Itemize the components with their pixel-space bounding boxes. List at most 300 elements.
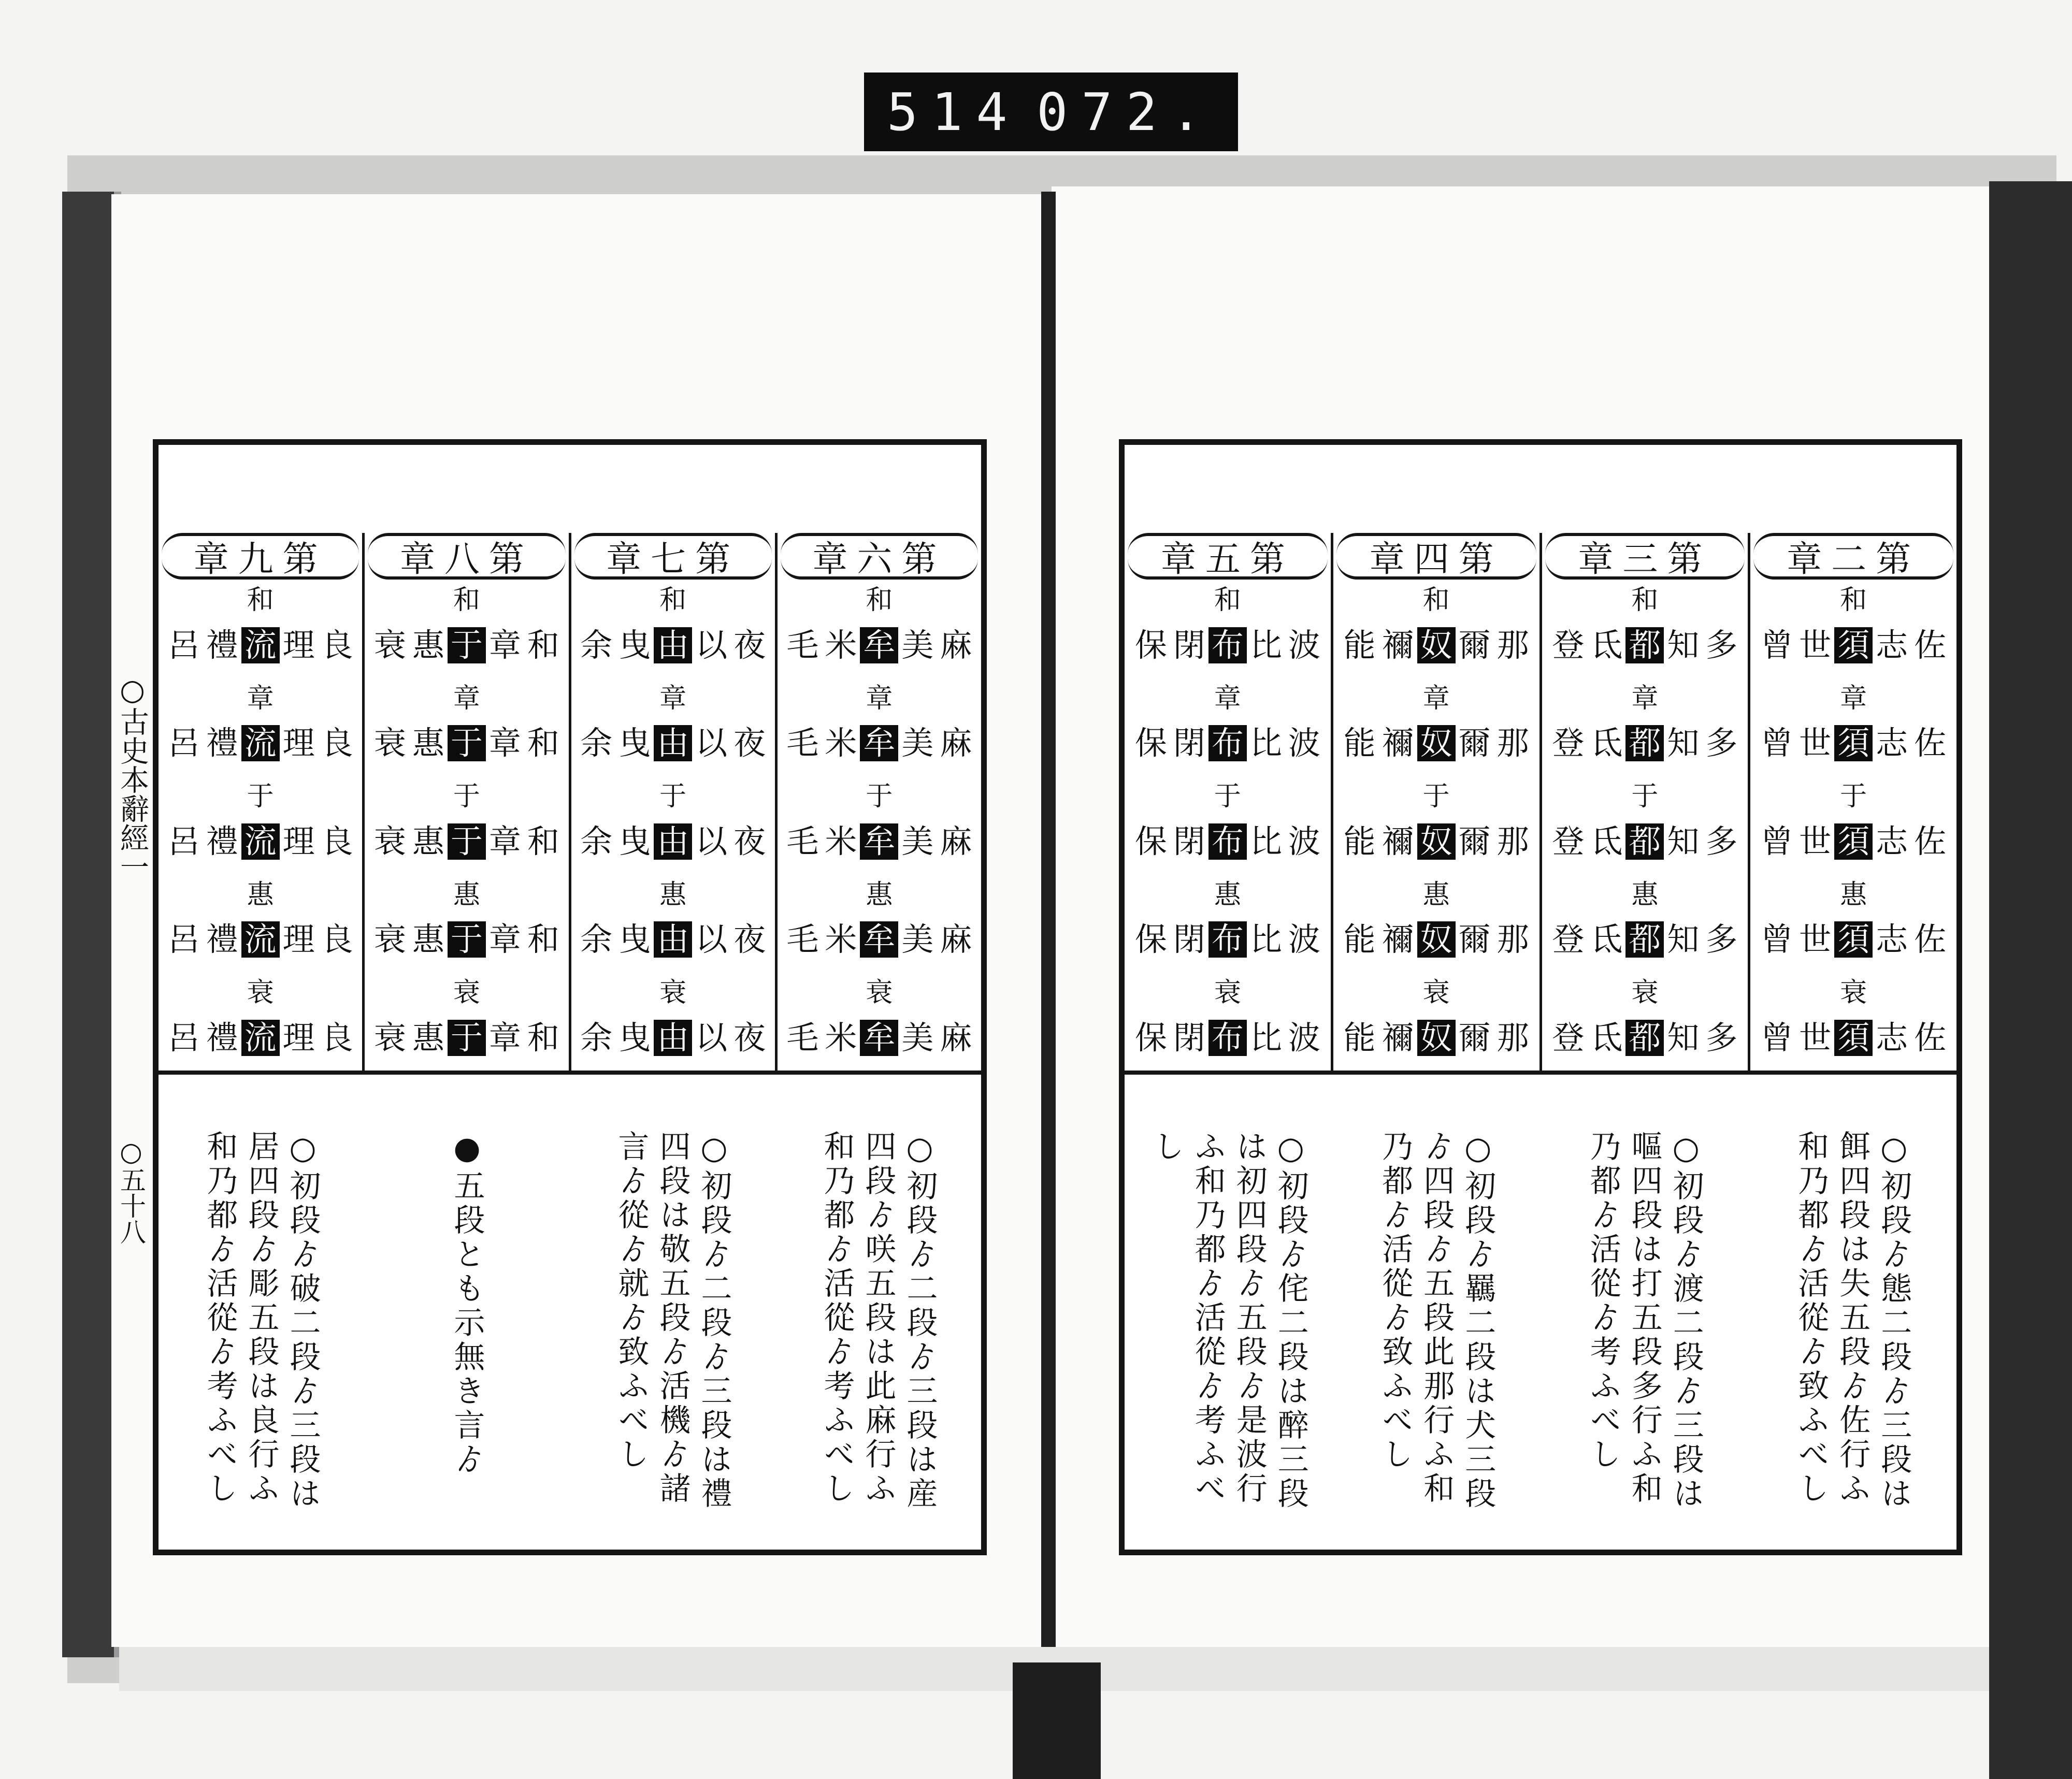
syllable: 氐 (1590, 724, 1623, 762)
syllable: 和 (527, 626, 559, 664)
syllable-row (571, 580, 775, 678)
syllable: 美 (901, 920, 934, 959)
syllable-set (1758, 921, 1949, 958)
syllable: 禮 (206, 724, 238, 762)
syllable-set (165, 823, 356, 860)
syllable-set (577, 627, 769, 663)
chapter-title: 第二章 (1753, 533, 1953, 580)
highlighted-syllable: 須 (1834, 627, 1873, 663)
syllable: 那 (1497, 920, 1529, 959)
chapter-title: 第七章 (574, 533, 772, 580)
syllable: 志 (1876, 724, 1908, 762)
syllable: 衰 (373, 724, 406, 762)
syllable: 衰 (373, 1018, 406, 1057)
syllable: 美 (901, 1018, 934, 1057)
chapter-title: 第六章 (781, 533, 978, 580)
syllable: 禰 (1382, 1018, 1414, 1057)
syllable: 章 (488, 1018, 521, 1057)
syllable-set (577, 1020, 769, 1056)
chapter-column (159, 533, 362, 1075)
chapter-column (1539, 533, 1748, 1075)
syllable: 比 (1249, 920, 1282, 959)
tone-label: 惠 (453, 879, 480, 910)
syllable: 波 (1288, 822, 1320, 860)
syllable: 多 (1705, 920, 1738, 959)
syllable-set (1758, 823, 1949, 860)
chapter-title: 第九章 (162, 533, 359, 580)
syllable-row (365, 580, 568, 678)
highlighted-syllable: 牟 (860, 627, 898, 663)
syllable: 美 (901, 626, 934, 664)
syllable: 章 (488, 724, 521, 762)
highlighted-syllable: 于 (448, 725, 486, 761)
highlighted-syllable: 于 (448, 1020, 486, 1056)
syllable-set (577, 725, 769, 761)
syllable: 余 (580, 626, 613, 664)
highlighted-syllable: 布 (1208, 1020, 1247, 1056)
syllable-row (571, 776, 775, 874)
highlighted-syllable: 須 (1834, 1020, 1873, 1056)
syllable-row (571, 874, 775, 973)
highlighted-syllable: 都 (1625, 823, 1664, 860)
highlighted-syllable: 須 (1834, 823, 1873, 860)
syllable: 惠 (412, 1018, 444, 1057)
highlighted-syllable: 牟 (860, 921, 898, 958)
running-title: ○古史本辭經一 (116, 673, 149, 881)
syllable: 惠 (412, 822, 444, 860)
syllable: 佐 (1914, 724, 1947, 762)
highlighted-syllable: 由 (654, 823, 692, 860)
tone-label: 于 (866, 781, 893, 813)
syllable: 世 (1799, 1018, 1832, 1057)
syllable-row (1750, 678, 1956, 776)
syllable: 良 (321, 920, 353, 959)
syllable: 呂 (167, 626, 200, 664)
syllable: 惠 (412, 724, 444, 762)
syllable: 知 (1667, 626, 1700, 664)
syllable: 能 (1343, 1018, 1376, 1057)
syllable: 保 (1134, 920, 1167, 959)
syllable: 良 (321, 1018, 353, 1057)
tone-label: 和 (1214, 585, 1241, 616)
left-table (153, 439, 987, 1555)
syllable: 佐 (1914, 920, 1947, 959)
syllable-set (1549, 725, 1740, 761)
syllable-rows (365, 580, 568, 1075)
syllable-set (371, 1020, 563, 1056)
chapter-note (1125, 1120, 1333, 1550)
syllable: 余 (580, 1018, 613, 1057)
syllable: 氐 (1590, 626, 1623, 664)
syllable: 能 (1343, 920, 1376, 959)
tone-label: 于 (1422, 781, 1450, 813)
syllable-row (778, 874, 981, 973)
syllable: 曾 (1761, 920, 1793, 959)
highlighted-syllable: 于 (448, 627, 486, 663)
syllable: 知 (1667, 724, 1700, 762)
syllable-set (165, 725, 356, 761)
chapter-column (775, 533, 981, 1075)
syllable: 夜 (733, 1018, 766, 1057)
highlighted-syllable: 布 (1208, 725, 1247, 761)
syllable-row (159, 874, 362, 973)
tone-label: 惠 (659, 879, 687, 910)
syllable: 登 (1552, 822, 1585, 860)
syllable-row (1333, 776, 1539, 874)
highlighted-syllable: 奴 (1417, 627, 1456, 663)
syllable-set (371, 823, 563, 860)
syllable: 閉 (1173, 920, 1205, 959)
chapter-note (775, 1120, 981, 1550)
syllable-row (1750, 874, 1956, 973)
highlighted-syllable: 須 (1834, 921, 1873, 958)
syllable: 爾 (1458, 822, 1491, 860)
syllable: 那 (1497, 724, 1529, 762)
syllable: 志 (1876, 920, 1908, 959)
syllable: 衰 (373, 626, 406, 664)
highlighted-syllable: 都 (1625, 921, 1664, 958)
syllable-set (1341, 725, 1532, 761)
highlighted-syllable: 奴 (1417, 725, 1456, 761)
syllable-set (1132, 823, 1323, 860)
highlighted-syllable: 布 (1208, 921, 1247, 958)
syllable: 夜 (733, 920, 766, 959)
syllable: 多 (1705, 724, 1738, 762)
syllable: 良 (321, 626, 353, 664)
syllable-row (1542, 874, 1748, 973)
syllable: 爾 (1458, 724, 1491, 762)
syllable-set (371, 627, 563, 663)
chapter-title: 第四章 (1336, 533, 1536, 580)
syllable: 理 (282, 822, 315, 860)
tone-label: 和 (1840, 585, 1867, 616)
syllable-row (571, 972, 775, 1071)
tone-label: 章 (659, 683, 687, 714)
syllable: 良 (321, 822, 353, 860)
syllable: 呂 (167, 822, 200, 860)
tone-label: 衰 (1840, 977, 1867, 1009)
syllable-row (1125, 874, 1331, 973)
syllable: 以 (695, 822, 728, 860)
syllable: 佐 (1914, 1018, 1947, 1057)
chapter-note (1333, 1120, 1541, 1550)
syllable-row (365, 874, 568, 973)
tone-label: 衰 (1631, 977, 1659, 1009)
syllable-row (1333, 972, 1539, 1071)
right-chapter-grid (1125, 533, 1956, 1075)
syllable-row (1125, 972, 1331, 1071)
syllable: 保 (1134, 724, 1167, 762)
syllable: 呂 (167, 1018, 200, 1057)
tone-label: 和 (1422, 585, 1450, 616)
chapter-column (362, 533, 568, 1075)
syllable: 禮 (206, 822, 238, 860)
syllable-set (1549, 823, 1740, 860)
syllable-set (783, 725, 975, 761)
chapter-column (1748, 533, 1956, 1075)
syllable-row (159, 678, 362, 776)
syllable: 知 (1667, 1018, 1700, 1057)
syllable: 惠 (412, 626, 444, 664)
tone-label: 惠 (1422, 879, 1450, 910)
syllable-row (1750, 580, 1956, 678)
tone-label: 章 (1422, 683, 1450, 714)
syllable: 佐 (1914, 822, 1947, 860)
syllable-row (1542, 580, 1748, 678)
syllable: 禰 (1382, 920, 1414, 959)
chapter-note (159, 1120, 364, 1550)
syllable: 呂 (167, 724, 200, 762)
tone-label: 于 (453, 781, 480, 813)
tone-label: 惠 (247, 879, 274, 910)
tone-label: 衰 (866, 977, 893, 1009)
highlighted-syllable: 流 (241, 921, 280, 958)
syllable-rows (1542, 580, 1748, 1075)
right-table (1119, 439, 1962, 1555)
syllable-set (1341, 1020, 1532, 1056)
highlighted-syllable: 須 (1834, 725, 1873, 761)
book-edge-right (1989, 181, 2072, 1779)
syllable: 世 (1799, 626, 1832, 664)
syllable-row (159, 580, 362, 678)
highlighted-syllable: 流 (241, 823, 280, 860)
syllable-row (1333, 874, 1539, 973)
tone-label: 章 (453, 683, 480, 714)
syllable: 禰 (1382, 626, 1414, 664)
syllable-row (1125, 678, 1331, 776)
syllable-rows (1333, 580, 1539, 1075)
syllable: 登 (1552, 920, 1585, 959)
highlighted-syllable: 于 (448, 921, 486, 958)
syllable: 比 (1249, 822, 1282, 860)
note-text: ●五段とも示無き言ゟ (449, 1130, 485, 1477)
syllable-set (165, 1020, 356, 1056)
syllable: 毛 (786, 626, 819, 664)
syllable: 米 (825, 724, 857, 762)
syllable: 世 (1799, 920, 1832, 959)
syllable: 禮 (206, 920, 238, 959)
highlighted-syllable: 流 (241, 627, 280, 663)
syllable: 比 (1249, 626, 1282, 664)
syllable: 麻 (940, 822, 972, 860)
syllable: 閉 (1173, 1018, 1205, 1057)
syllable: 禮 (206, 1018, 238, 1057)
highlighted-syllable: 奴 (1417, 823, 1456, 860)
highlighted-syllable: 奴 (1417, 921, 1456, 958)
tone-label: 和 (659, 585, 687, 616)
syllable: 那 (1497, 626, 1529, 664)
tone-label: 章 (247, 683, 274, 714)
syllable: 衰 (373, 920, 406, 959)
syllable: 毛 (786, 1018, 819, 1057)
syllable-set (165, 627, 356, 663)
film-frame-number: 072. (1037, 81, 1215, 142)
highlighted-syllable: 都 (1625, 1020, 1664, 1056)
syllable-set (1549, 627, 1740, 663)
syllable: 章 (488, 822, 521, 860)
syllable: 良 (321, 724, 353, 762)
left-notes (159, 1120, 981, 1550)
syllable-set (1549, 1020, 1740, 1056)
tone-label: 于 (1631, 781, 1659, 813)
syllable-set (371, 921, 563, 958)
syllable: 夜 (733, 822, 766, 860)
syllable: 曾 (1761, 724, 1793, 762)
syllable: 比 (1249, 724, 1282, 762)
syllable-set (1341, 627, 1532, 663)
syllable: 曳 (618, 626, 651, 664)
syllable-set (1132, 921, 1323, 958)
tone-label: 和 (453, 585, 480, 616)
syllable: 夜 (733, 626, 766, 664)
tone-label: 惠 (866, 879, 893, 910)
syllable: 氐 (1590, 920, 1623, 959)
syllable: 曳 (618, 822, 651, 860)
chapter-column (1331, 533, 1539, 1075)
tone-label: 和 (247, 585, 274, 616)
syllable: 能 (1343, 626, 1376, 664)
syllable: 余 (580, 920, 613, 959)
chapter-title: 第三章 (1545, 533, 1745, 580)
syllable: 以 (695, 920, 728, 959)
syllable: 理 (282, 724, 315, 762)
syllable: 世 (1799, 724, 1832, 762)
syllable: 志 (1876, 1018, 1908, 1057)
syllable: 能 (1343, 724, 1376, 762)
right-notes (1125, 1120, 1956, 1550)
tone-label: 衰 (659, 977, 687, 1009)
syllable-set (165, 921, 356, 958)
syllable: 曳 (618, 920, 651, 959)
book-gutter (1041, 192, 1056, 1668)
syllable: 以 (695, 626, 728, 664)
highlighted-syllable: 由 (654, 921, 692, 958)
syllable: 多 (1705, 1018, 1738, 1057)
syllable-set (577, 921, 769, 958)
tone-label: 衰 (453, 977, 480, 1009)
tone-label: 章 (1840, 683, 1867, 714)
syllable: 麻 (940, 920, 972, 959)
syllable-rows (778, 580, 981, 1075)
syllable-rows (1750, 580, 1956, 1075)
tone-label: 于 (1840, 781, 1867, 813)
note-text: ○初段ゟ羈二段は犬三段ゟ四段ゟ五段此那行ふ和乃都ゟ活從ゟ致ふべし (1377, 1130, 1497, 1511)
syllable: 保 (1134, 626, 1167, 664)
syllable: 波 (1288, 626, 1320, 664)
syllable: 理 (282, 1018, 315, 1057)
tone-label: 于 (1214, 781, 1241, 813)
syllable: 爾 (1458, 920, 1491, 959)
highlighted-syllable: 布 (1208, 627, 1247, 663)
syllable-row (778, 972, 981, 1071)
highlighted-syllable: 流 (241, 725, 280, 761)
highlighted-syllable: 牟 (860, 823, 898, 860)
syllable-set (1341, 823, 1532, 860)
syllable-row (365, 776, 568, 874)
syllable-row (778, 580, 981, 678)
tone-label: 章 (1214, 683, 1241, 714)
syllable: 曾 (1761, 1018, 1793, 1057)
syllable: 閉 (1173, 822, 1205, 860)
left-chapter-grid (159, 533, 981, 1075)
film-frame-label (864, 73, 1238, 151)
tone-label: 惠 (1840, 879, 1867, 910)
syllable-row (1542, 776, 1748, 874)
note-text: ○初段ゟ破二段ゟ三段は居四段ゟ彫五段は良行ふ和乃都ゟ活從ゟ考ふべし (202, 1130, 321, 1511)
syllable: 美 (901, 822, 934, 860)
syllable: 曳 (618, 724, 651, 762)
highlighted-syllable: 由 (654, 725, 692, 761)
syllable: 毛 (786, 724, 819, 762)
syllable-row (1542, 678, 1748, 776)
syllable: 保 (1134, 822, 1167, 860)
syllable: 爾 (1458, 626, 1491, 664)
syllable: 和 (527, 1018, 559, 1057)
highlighted-syllable: 牟 (860, 725, 898, 761)
syllable: 能 (1343, 822, 1376, 860)
syllable: 氐 (1590, 1018, 1623, 1057)
syllable-set (1549, 921, 1740, 958)
syllable-set (783, 823, 975, 860)
syllable: 曳 (618, 1018, 651, 1057)
syllable: 衰 (373, 822, 406, 860)
syllable-row (365, 972, 568, 1071)
syllable: 禮 (206, 626, 238, 664)
syllable: 麻 (940, 626, 972, 664)
note-text: ○初段ゟ二段ゟ三段は禮四段は敬五段ゟ活機ゟ諸言ゟ從ゟ就ゟ致ふべし (613, 1130, 732, 1511)
syllable-row (365, 678, 568, 776)
highlighted-syllable: 都 (1625, 627, 1664, 663)
note-text: ○初段ゟ渡二段ゟ三段は嘔四段は打五段多行ふ和乃都ゟ活從ゟ考ふべし (1585, 1130, 1704, 1511)
tone-label: 于 (659, 781, 687, 813)
syllable: 閉 (1173, 724, 1205, 762)
syllable: 章 (488, 920, 521, 959)
syllable: 章 (488, 626, 521, 664)
syllable: 氐 (1590, 822, 1623, 860)
syllable: 多 (1705, 626, 1738, 664)
highlighted-syllable: 奴 (1417, 1020, 1456, 1056)
syllable: 禰 (1382, 822, 1414, 860)
syllable: 波 (1288, 724, 1320, 762)
syllable: 米 (825, 920, 857, 959)
syllable: 米 (825, 1018, 857, 1057)
highlighted-syllable: 流 (241, 1020, 280, 1056)
syllable-set (1132, 1020, 1323, 1056)
syllable: 理 (282, 626, 315, 664)
syllable: 知 (1667, 920, 1700, 959)
syllable: 知 (1667, 822, 1700, 860)
syllable: 麻 (940, 1018, 972, 1057)
syllable: 和 (527, 920, 559, 959)
syllable-row (1750, 776, 1956, 874)
chapter-title: 第八章 (368, 533, 565, 580)
syllable: 登 (1552, 724, 1585, 762)
syllable: 曾 (1761, 822, 1793, 860)
syllable-set (1758, 627, 1949, 663)
chapter-column (1125, 533, 1331, 1075)
syllable-row (1125, 776, 1331, 874)
page-number: ○五十八 (116, 1137, 146, 1245)
syllable-row (1125, 580, 1331, 678)
chapter-note (570, 1120, 775, 1550)
note-text: ○初段ゟ態二段ゟ三段は餌四段は失五段ゟ佐行ふ和乃都ゟ活從ゟ致ふべし (1793, 1130, 1912, 1511)
tone-label: 衰 (1214, 977, 1241, 1009)
syllable: 毛 (786, 920, 819, 959)
note-text: ○初段ゟ侘二段は醉三段は初四段ゟ五段ゟ是波行ふ和乃都ゟ活從ゟ考ふべし (1148, 1130, 1309, 1511)
syllable: 閉 (1173, 626, 1205, 664)
syllable-row (778, 776, 981, 874)
syllable: 佐 (1914, 626, 1947, 664)
